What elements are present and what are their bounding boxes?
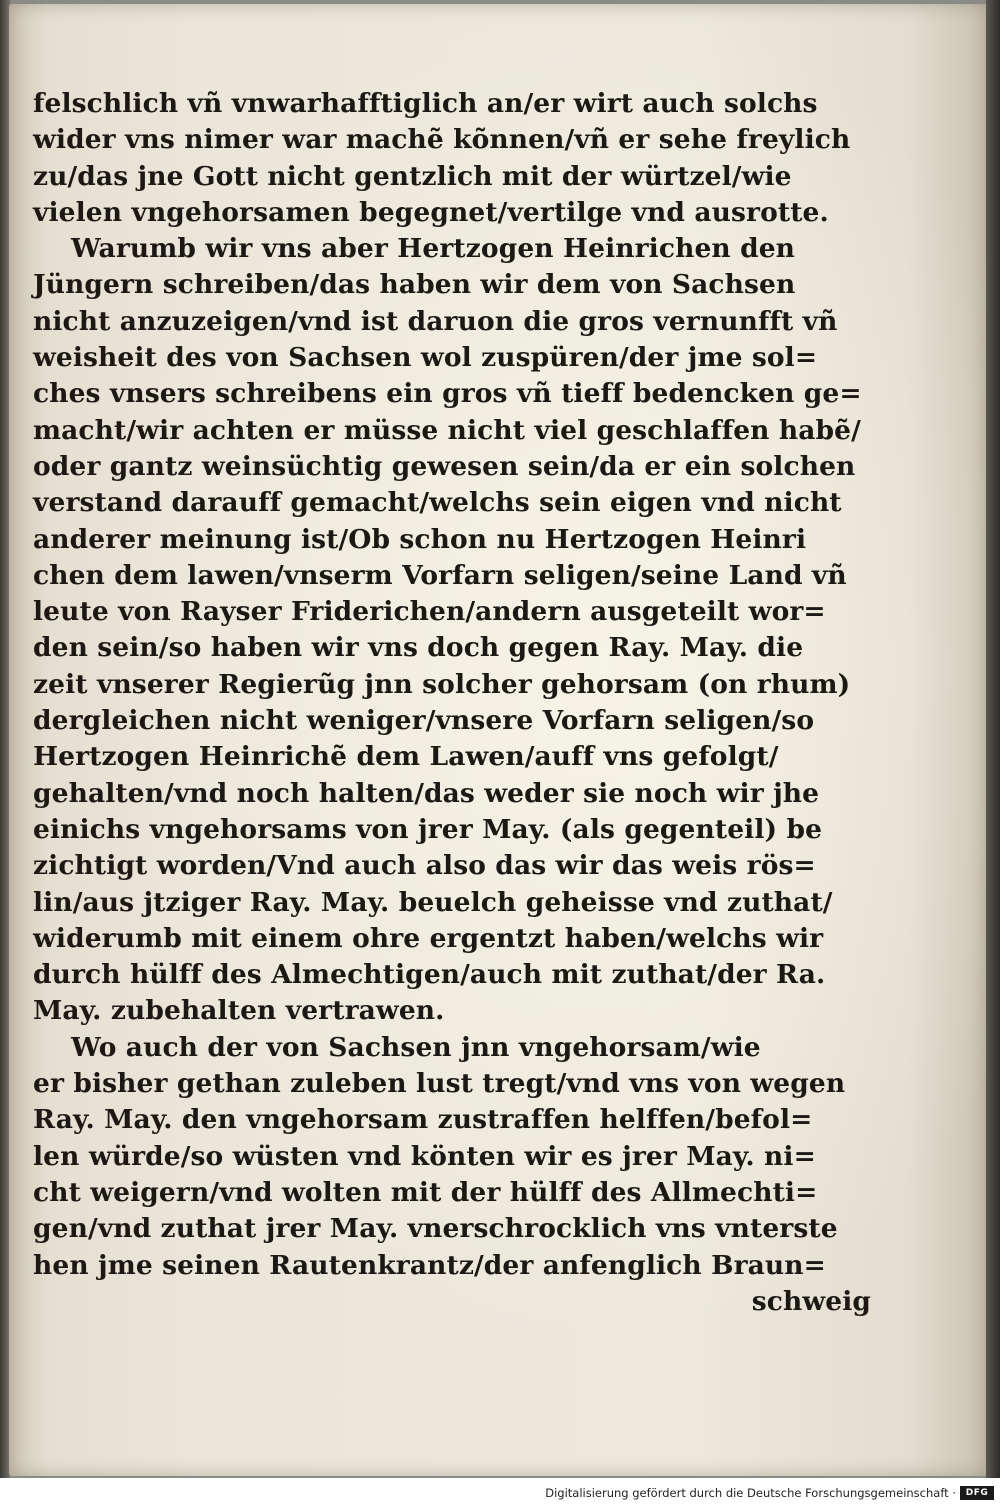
text-line: den sein/so haben wir vns doch gegen Ray. May. die [33,632,804,664]
text-line: Ray. May. den vngehorsam zustraffen helffen/befol= [33,1104,813,1136]
text-line: lin/aus jtziger Ray. May. beuelch geheisse vnd zuthat/ [33,886,833,918]
text-line: einichs vngehorsams von jrer May. (als gegenteil) be [33,813,823,845]
funding-credit: Digitalisierung gefördert durch die Deutsche Forschungsgemeinschaft · [545,1486,956,1500]
text-line: Hertzogen Heinrichẽ dem Lawen/auff vns gefolgt/ [33,741,779,773]
text-line: May. zubehalten vertrawen. [33,995,445,1027]
text-line: nicht anzuzeigen/vnd ist daruon die gros vernunfft vñ [33,305,838,337]
text-line: hen jme seinen Rautenkrantz/der anfenglich Braun= [33,1249,826,1281]
text-line: widerumb mit einem ohre ergentzt haben/welchs wir [33,922,824,954]
text-line: durch hülff des Almechtigen/auch mit zuthat/der Ra. [33,959,826,991]
book-page [9,4,987,1476]
text-line: len würde/so wüsten vnd könten wir es jrer May. ni= [33,1140,816,1172]
text-line: gen/vnd zuthat jrer May. vnerschrocklich vns vnterste [33,1213,838,1245]
text-line: er bisher gethan zuleben lust tregt/vnd vns von wegen [33,1068,846,1100]
paragraph-start-line: Wo auch der von Sachsen jnn vngehorsam/wie [71,1031,761,1063]
text-line: leute von Rayser Friderichen/andern ausgeteilt wor= [33,596,826,628]
text-line: vielen vngehorsamen begegnet/vertilge vnd ausrotte. [33,196,829,228]
text-line: cht weigern/vnd wolten mit der hülff des Allmechti= [33,1176,818,1208]
text-line: Jüngern schreiben/das haben wir dem von Sachsen [33,269,796,301]
text-line: felschlich vñ vnwarhafftiglich an/er wirt auch solchs [33,88,818,119]
text-line: dergleichen nicht weniger/vnsere Vorfarn seligen/so [33,705,815,737]
text-line: zichtigt worden/Vnd auch also das wir das weis rös= [33,850,816,882]
scan-right-edge [986,0,1000,1478]
text-line: wider vns nimer war machẽ kõnnen/vñ er sehe freylich [33,124,851,156]
text-line: zeit vnserer Regierũg jnn solcher gehorsam (on rhum) [33,668,851,700]
text-line: ches vnsers schreibens ein gros vñ tieff bedencken ge= [33,378,862,410]
text-line: gehalten/vnd noch halten/das weder sie noch wir jhe [33,777,820,809]
page-text [33,86,873,1320]
text-line: oder gantz weinsüchtig gewesen sein/da er ein solchen [33,450,856,482]
text-line: zu/das jne Gott nicht gentzlich mit der würtzel/wie [33,160,792,192]
text-line: verstand darauff gemacht/welchs sein eigen vnd nicht [33,487,842,519]
text-line: macht/wir achten er müsse nicht viel geschlaffen habẽ/ [33,414,861,446]
text-line: anderer meinung ist/Ob schon nu Hertzogen Heinri [33,523,807,555]
credit-footer [0,1478,1000,1508]
text-line: weisheit des von Sachsen wol zuspüren/der jme sol= [33,342,818,374]
paragraph-start-line: Warumb wir vns aber Hertzogen Heinrichen den [71,233,796,265]
dfg-logo: DFG [960,1486,994,1500]
text-line: chen dem lawen/vnserm Vorfarn seligen/seine Land vñ [33,559,847,591]
catchword: schweig [751,1285,871,1317]
